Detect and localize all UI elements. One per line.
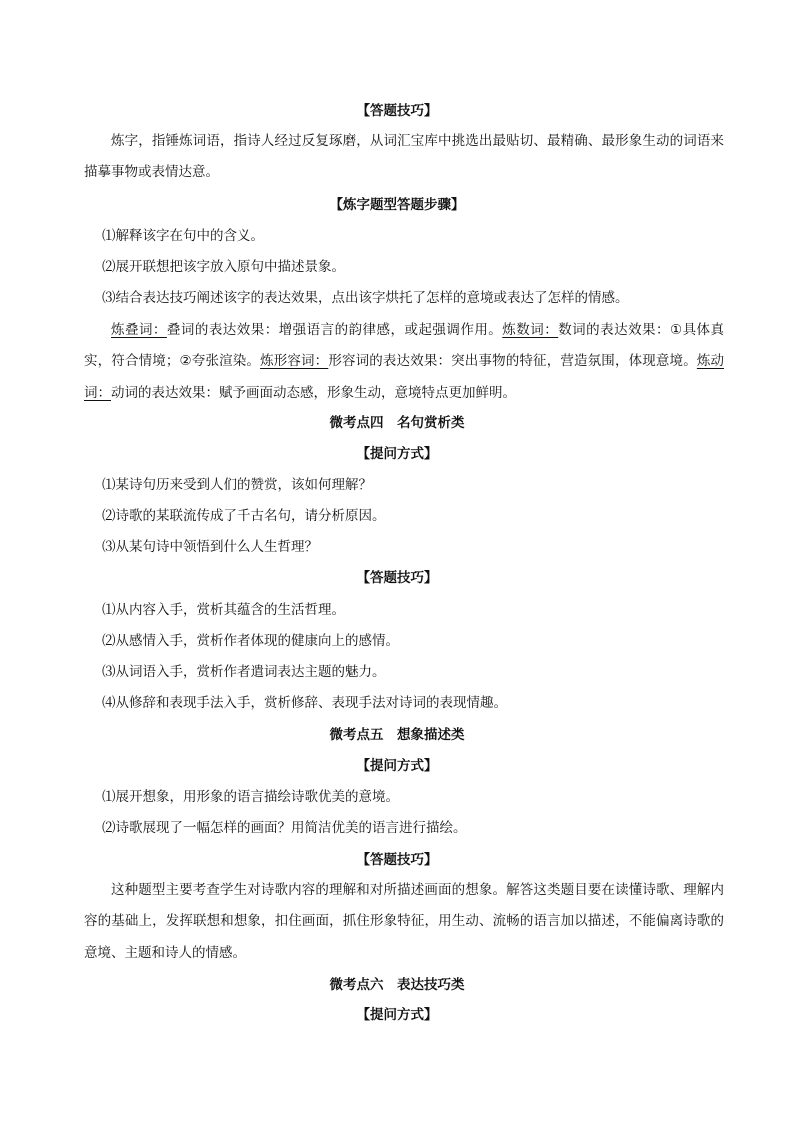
point4-tip-4: ⑷从修辞和表现手法入手，赏析修辞、表现手法对诗词的表现情趣。 — [102, 695, 507, 711]
dongci-label: 炼动词： — [84, 353, 725, 401]
xingrongci-text: 形容词的表达效果：突出事物的特征，营造氛围，体现意境。 — [328, 353, 697, 370]
point4-tip-1: ⑴从内容入手，赏析其蕴含的生活哲理。 — [102, 602, 345, 618]
shuci-text: 数词的表达效果：①具体真实，符合情境；②夸张渲染。 — [84, 322, 725, 370]
dieci-text: 叠词的表达效果：增强语言的韵律感，或起强调作用。 — [166, 322, 503, 338]
point4-ask-2: ⑵诗歌的某联流传成了千古名句，请分析原因。 — [102, 508, 386, 524]
point5-ask-heading: 【提问方式】 — [356, 758, 438, 774]
point5-ask-1: ⑴展开想象，用形象的语言描绘诗歌优美的意境。 — [102, 789, 399, 805]
lianzi-steps-heading: 【炼字题型答题步骤】 — [329, 197, 465, 213]
lianzi-step-2: ⑵展开联想把该字放入原句中描述景象。 — [102, 259, 345, 275]
point4-tips-heading: 【答题技巧】 — [356, 570, 438, 586]
answer-tips-heading: 【答题技巧】 — [356, 103, 438, 119]
point6-heading: 微考点六 表达技巧类 — [329, 977, 465, 993]
xingrongci-label: 炼形容词： — [260, 353, 329, 370]
lianzi-step-1: ⑴解释该字在句中的含义。 — [102, 228, 264, 244]
point4-heading: 微考点四 名句赏析类 — [329, 415, 465, 431]
lianzi-types-paragraph — [84, 315, 724, 409]
point4-ask-heading: 【提问方式】 — [356, 446, 438, 462]
point6-ask-heading: 【提问方式】 — [356, 1007, 438, 1023]
point4-ask-1: ⑴某诗句历来受到人们的赞赏，该如何理解？ — [102, 477, 372, 493]
point5-heading: 微考点五 想象描述类 — [329, 727, 465, 743]
point4-tip-2: ⑵从感情入手，赏析作者体现的健康向上的感情。 — [102, 633, 399, 649]
lianzi-intro-paragraph: 炼字，指锤炼词语，指诗人经过反复琢磨，从词汇宝库中挑选出最贴切、最精确、最形象生动的词语来描摹事物或表情达意。 — [84, 133, 724, 181]
point5-tips-heading: 【答题技巧】 — [356, 852, 438, 868]
point4-ask-3: ⑶从某句诗中领悟到什么人生哲理？ — [102, 539, 318, 555]
point4-tip-3: ⑶从词语入手，赏析作者遣词表达主题的魅力。 — [102, 664, 386, 680]
point5-tips-paragraph: 这种题型主要考查学生对诗歌内容的理解和对所描述画面的想象。解答这类题目要在读懂诗歌、理解内容的基础上，发挥联想和想象，扣住画面，抓住形象特征，用生动、流畅的语言加以描述，不能偏离诗歌的意境、主题和诗人的情感。 — [84, 882, 724, 961]
shuci-label: 炼数词： — [502, 322, 559, 338]
lianzi-step-3: ⑶结合表达技巧阐述该字的表达效果，点出该字烘托了怎样的意境或表达了怎样的情感。 — [102, 290, 629, 306]
point5-ask-2: ⑵诗歌展现了一幅怎样的画面？用简洁优美的语言进行描绘。 — [102, 820, 467, 836]
dongci-text: 动词的表达效果：赋予画面动态感，形象生动，意境特点更加鲜明。 — [111, 384, 516, 401]
dieci-label: 炼叠词： — [111, 322, 167, 338]
